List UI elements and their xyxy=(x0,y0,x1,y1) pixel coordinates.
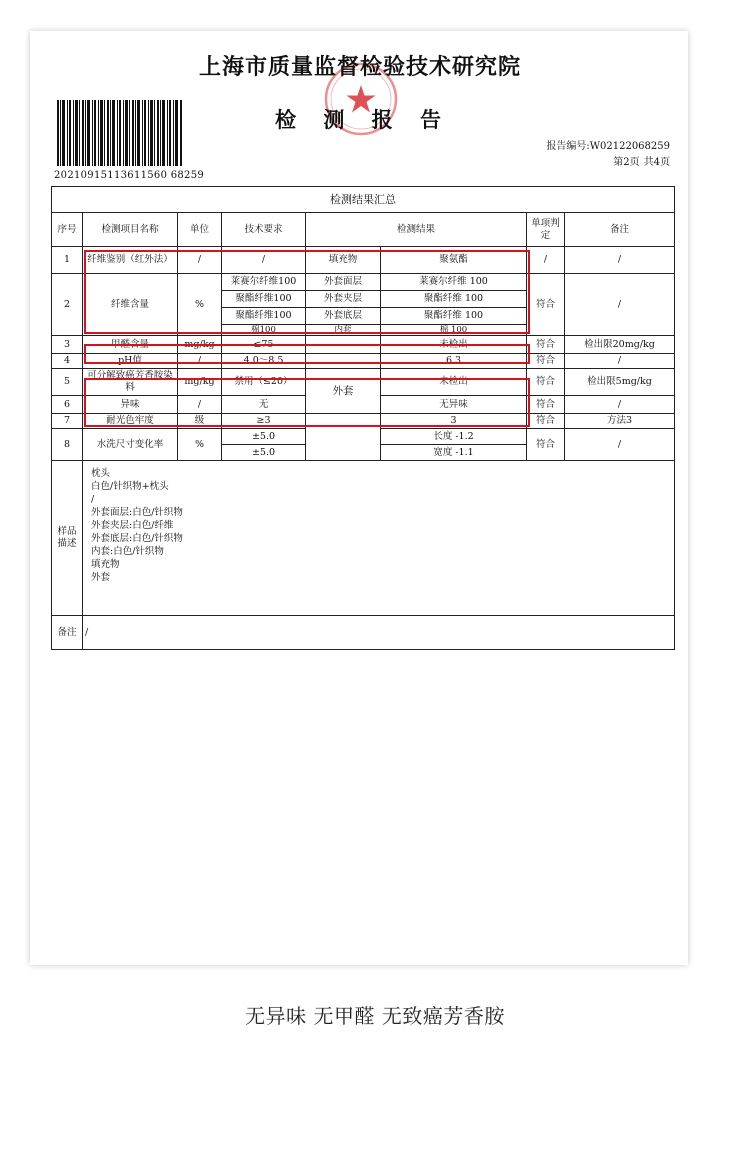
page-total: 共4页 xyxy=(643,157,670,168)
cell-unit: / xyxy=(178,354,222,369)
cell-part: 外套底层 xyxy=(306,308,381,325)
sample-line: 枕头 xyxy=(91,468,111,479)
cell-judgement: 符合 xyxy=(527,274,565,336)
section-title: 检测结果汇总 xyxy=(52,187,675,213)
remarks-value: / xyxy=(83,616,675,650)
cell-requirement: 莱赛尔纤维100 xyxy=(222,274,306,291)
cell-result: 宽度 -1.1 xyxy=(381,445,527,461)
page-indicator xyxy=(609,153,670,168)
cell-judgement: 符合 xyxy=(527,336,565,354)
cell-result: 聚酯纤维 100 xyxy=(381,291,527,308)
cell-remark: / xyxy=(565,396,675,414)
cell-judgement: 符合 xyxy=(527,354,565,369)
remarks-row xyxy=(52,616,675,650)
cell-requirement: 棉100 xyxy=(222,325,306,336)
cell-requirement: ≤75 xyxy=(222,336,306,354)
cell-result: 未检出 xyxy=(381,369,527,396)
remarks-label: 备注 xyxy=(52,616,83,650)
cell-result: 长度 -1.2 xyxy=(381,429,527,445)
sample-description xyxy=(83,461,675,616)
cell-item: 可分解致癌芳香胺染料 xyxy=(83,369,178,396)
cell-part: 填充物 xyxy=(306,247,381,274)
highlight-box-fiber xyxy=(84,250,530,334)
cell-unit: mg/kg xyxy=(178,336,222,354)
highlight-box-formaldehyde xyxy=(84,344,530,364)
sample-line: 内套:白色/针织物 xyxy=(91,546,164,557)
cell-result: 聚酯纤维 100 xyxy=(381,308,527,325)
cell-unit: mg/kg xyxy=(178,369,222,396)
barcode xyxy=(57,100,183,166)
cell-unit: 级 xyxy=(178,414,222,429)
institute-name: 上海市质量监督检验技术研究院 xyxy=(198,55,521,80)
page-current: 第2页 xyxy=(613,157,640,168)
cell-no: 4 xyxy=(52,354,83,369)
highlight-box-amine-odor xyxy=(84,378,530,427)
cell-item: pH值 xyxy=(83,354,178,369)
cell-requirement: ±5.0 xyxy=(222,429,306,445)
cell-no: 6 xyxy=(52,396,83,414)
sample-description-row xyxy=(52,461,675,616)
cell-requirement: 聚酯纤维100 xyxy=(222,291,306,308)
cell-no: 7 xyxy=(52,414,83,429)
cell-requirement: 禁用（≤20） xyxy=(222,369,306,396)
cell-remark: 检出限5mg/kg xyxy=(565,369,675,396)
cell-judgement: 符合 xyxy=(527,369,565,396)
cell-item: 异味 xyxy=(83,396,178,414)
cell-part: 外套面层 xyxy=(306,274,381,291)
cell-item: 水洗尺寸变化率 xyxy=(83,429,178,461)
col-header-judgement: 单项判定 xyxy=(527,213,565,247)
barcode-number: 20210915113611560 68259 xyxy=(54,170,205,181)
cell-result: 棉 100 xyxy=(381,325,527,336)
cell-unit: / xyxy=(178,396,222,414)
col-header-result: 检测结果 xyxy=(306,213,527,247)
cell-result: 未检出 xyxy=(381,336,527,354)
cell-part: 内套 xyxy=(306,325,381,336)
cell-item: 纤维鉴别（红外法） xyxy=(83,247,178,274)
header-row xyxy=(52,213,675,247)
col-header-item: 检测项目名称 xyxy=(83,213,178,247)
cell-remark: / xyxy=(565,429,675,461)
cell-requirement: / xyxy=(222,247,306,274)
cell-unit: / xyxy=(178,247,222,274)
cell-judgement: 符合 xyxy=(527,429,565,461)
col-header-requirement: 技术要求 xyxy=(222,213,306,247)
cell-requirement: ≥3 xyxy=(222,414,306,429)
cell-judgement: / xyxy=(527,247,565,274)
cell-judgement: 符合 xyxy=(527,414,565,429)
cell-result: 无异味 xyxy=(381,396,527,414)
sample-line: 外套面层:白色/针织物 xyxy=(91,507,183,518)
cell-no: 3 xyxy=(52,336,83,354)
sample-line: 外套底层:白色/针织物 xyxy=(91,533,183,544)
cell-no: 2 xyxy=(52,274,83,336)
cell-remark: / xyxy=(565,354,675,369)
cell-no: 1 xyxy=(52,247,83,274)
col-header-no: 序号 xyxy=(52,213,83,247)
cell-no: 5 xyxy=(52,369,83,396)
cell-part: 外套 xyxy=(306,369,381,414)
cell-unit: % xyxy=(178,274,222,336)
cell-item: 纤维含量 xyxy=(83,274,178,336)
sample-line: 外套夹层:白色/纤维 xyxy=(91,520,174,531)
cell-result: 3 xyxy=(381,414,527,429)
cell-item: 甲醛含量 xyxy=(83,336,178,354)
sample-line: 外套 xyxy=(91,572,111,583)
col-header-unit: 单位 xyxy=(178,213,222,247)
cell-result: 莱赛尔纤维 100 xyxy=(381,274,527,291)
cell-result: 6.3 xyxy=(381,354,527,369)
report-number: 报告编号:W02122068259 xyxy=(546,141,670,152)
cell-remark: 方法3 xyxy=(565,414,675,429)
cell-judgement: 符合 xyxy=(527,396,565,414)
sample-line: / xyxy=(91,494,95,505)
cell-requirement: 聚酯纤维100 xyxy=(222,308,306,325)
cell-remark: / xyxy=(565,274,675,336)
sample-line: 填充物 xyxy=(91,559,120,570)
cell-part: 外套夹层 xyxy=(306,291,381,308)
cell-item: 耐光色牢度 xyxy=(83,414,178,429)
sample-label: 样品描述 xyxy=(52,461,83,616)
cell-remark: 检出限20mg/kg xyxy=(565,336,675,354)
col-header-remark: 备注 xyxy=(565,213,675,247)
cell-requirement: 无 xyxy=(222,396,306,414)
cell-requirement: 4.0～8.5 xyxy=(222,354,306,369)
sample-line: 白色/针织物+枕头 xyxy=(91,481,169,492)
cell-remark: / xyxy=(565,247,675,274)
cell-unit: % xyxy=(178,429,222,461)
report-title: 检 测 报 告 xyxy=(275,108,451,132)
footer-caption: 无异味 无甲醛 无致癌芳香胺 xyxy=(245,1004,505,1028)
cell-result: 聚氨酯 xyxy=(381,247,527,274)
cell-no: 8 xyxy=(52,429,83,461)
cell-requirement: ±5.0 xyxy=(222,445,306,461)
